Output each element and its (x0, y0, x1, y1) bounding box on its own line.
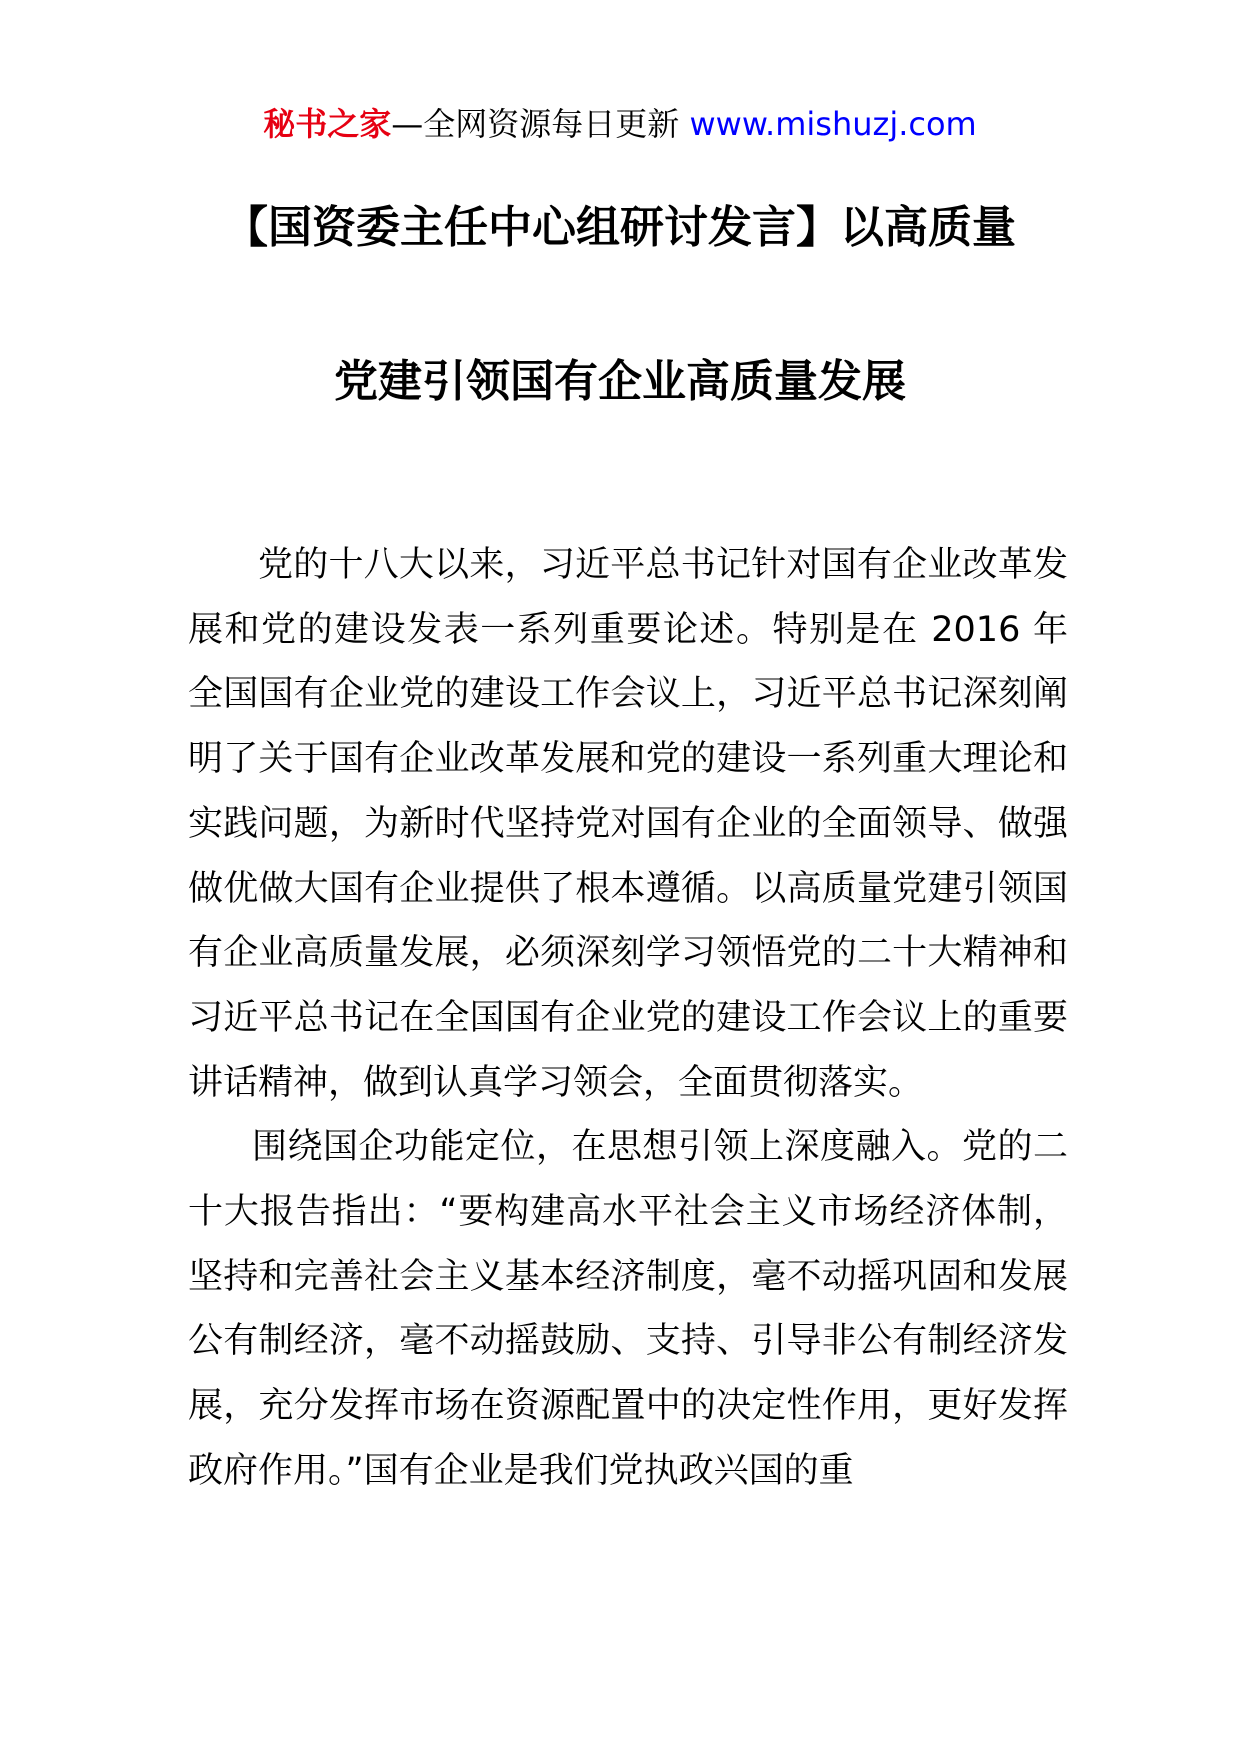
site-brand: 秘书之家 (263, 105, 392, 143)
document-title-line-2: 党建引领国有企业高质量发展 (334, 356, 906, 407)
document-body (188, 533, 1068, 1504)
body-paragraph-2: 围绕国企功能定位，在思想引领上深度融入。党的二十大报告指出：“要构建高水平社会主义市场经济体制，坚持和完善社会主义基本经济制度，毫不动摇巩固和发展公有制经济，毫不动摇鼓励、支持、引导非公有制经济发展，充分发挥市场在资源配置中的决定性作用，更好发挥政府作用。”国有企业是我们党执政兴国的重 (188, 1127, 1068, 1491)
body-paragraph-1: 党的十八大以来，习近平总书记针对国有企业改革发展和党的建设发表一系列重要论述。特别是在 2016 年全国国有企业党的建设工作会议上，习近平总书记深刻阐明了关于国有企业改革发展和党的建设一系列重大理论和实践问题，为新时代坚持党对国有企业的全面领导、做强做优做大国有企业提供了根本遵循。以高质量党建引领国有企业高质量发展，必须深刻学习领悟党的二十大精神和习近平总书记在全国国有企业党的建设工作会议上的重要讲话精神，做到认真学习领会，全面贯彻落实。 (188, 545, 1068, 1103)
document-title-line-1: 【国资委主任中心组研讨发言】以高质量 (224, 202, 1016, 253)
site-slogan: —全网资源每日更新 (391, 105, 680, 143)
site-url-link[interactable]: www.mishuzj.com (689, 105, 977, 143)
site-header (0, 100, 1240, 148)
